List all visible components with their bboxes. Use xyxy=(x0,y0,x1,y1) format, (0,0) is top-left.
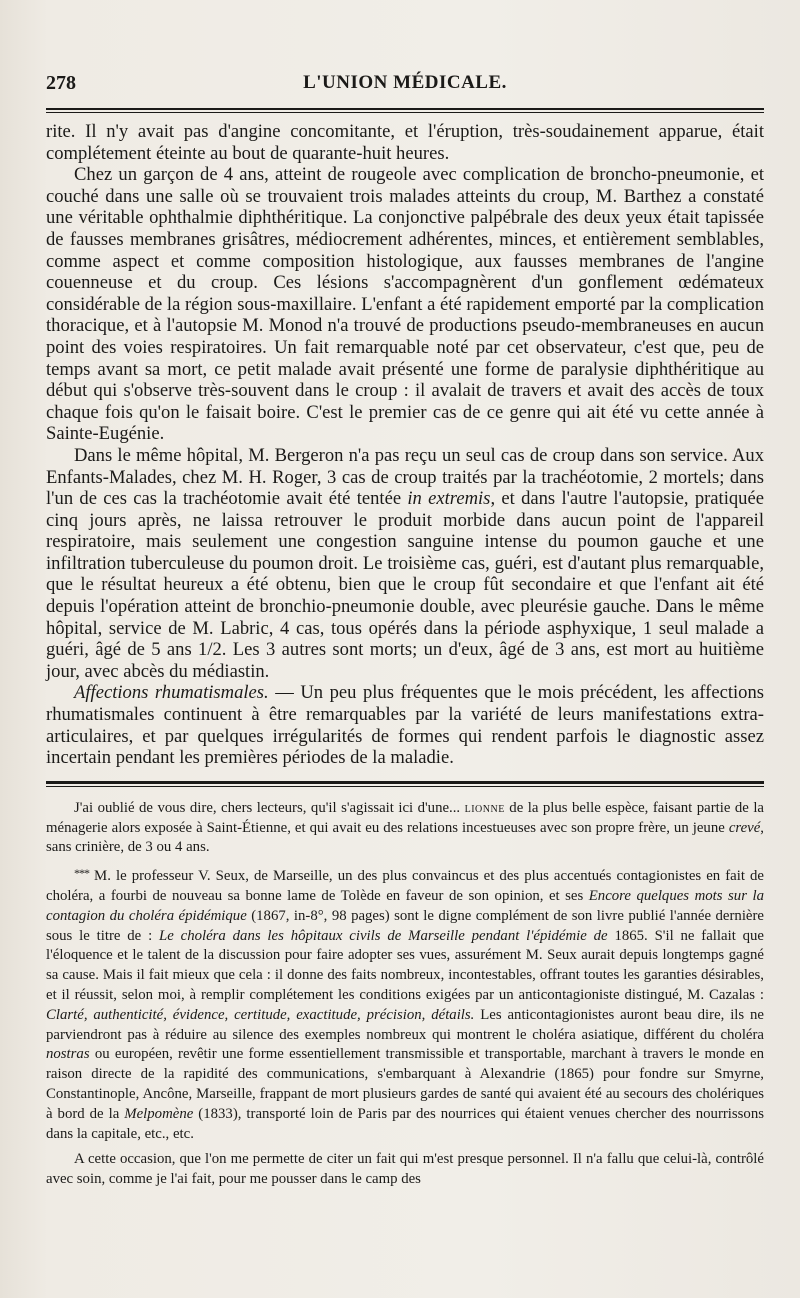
paragraph-text: ou européen, revêtir une forme essentiellement transmissible et transportable, marchant à travers le monde en raison directe de la rapidité des communications, s'embarquant à Alexandrie (1865) pour fondre sur Smyrne, Constantinople, Ancône, Marseille, frappant de mort plusieurs gardes de santé qui avaient été au secours des cholériques à bord de la xyxy=(46,1046,764,1122)
smallcaps-word: lionne xyxy=(464,799,505,816)
paragraph-text: Les anticontagionistes auront beau dire, ils ne parviendront pas à réduire au silence des exemples nombreux qui montrent le choléra asiatique, différent du choléra xyxy=(46,1006,764,1043)
asterism-mark: *** xyxy=(74,866,89,881)
paragraph xyxy=(46,799,764,858)
main-text xyxy=(46,121,764,769)
section-heading-inline: Affections rhumatismales. xyxy=(74,682,269,704)
book-title: Le choléra dans les hôpitaux civils de Marseille pendant l'épidémie de xyxy=(159,927,608,944)
paragraph-text: Dans le même hôpital, M. Bergeron n'a pas reçu un seul cas de croup dans son service. Aux Enfants-Malades, chez M. H. Roger, 3 cas de croup traités par la trachéotomie, 2 mortels; dans l'un de ces cas la trachéotomie avait été tentée xyxy=(46,444,764,510)
paragraph xyxy=(46,682,764,768)
paragraph xyxy=(46,1150,764,1190)
feuilleton-text xyxy=(46,799,764,1190)
paragraph xyxy=(46,445,764,683)
italic-word: crevé xyxy=(728,819,761,836)
paragraph-text: J'ai oublié de vous dire, chers lecteurs, qu'il s'agissait ici d'une... xyxy=(74,799,465,816)
paragraph-text: M. le professeur V. Seux, de Marseille, un des plus convaincus et des plus accentués contagionistes en fait de choléra, a fourbi de nouveau sa bonne lame de Tolède en faveur de son opinion, et ses xyxy=(46,868,764,904)
paragraph xyxy=(46,164,764,445)
paragraph-text: — Un peu plus fréquentes que le mois précédent, les affections rhumatismales continuent à être remarquables par la variété de leurs manifestations extra-articulaires, et par quelques irrégularités de formes qui rendent parfois le diagnostic assez incertain pendant les premières périodes de la maladie. xyxy=(46,682,764,769)
paragraph-text: rite. Il n'y avait pas d'angine concomitante, et l'éruption, très-soudainement apparue, était complétement éteinte au bout de quarante-huit heures. xyxy=(46,121,764,164)
paragraph-text: de la plus belle espèce, faisant partie de la ménagerie alors exposée à Saint-Étienne, et qui avait eu des relations incestueuses avec son propre frère, un jeune xyxy=(46,799,765,836)
paragraph-text: (1833), transporté loin de Paris par des nourrices qui étaient venues chercher des nourrissons dans la capitale, etc., etc. xyxy=(46,1105,764,1142)
paragraph-text: 1865. S'il ne fallait que l'éloquence et le talent de la discussion pour faire adopter ses vues, assurément M. Seux aurait depuis longtemps gagné sa cause. Mais il fait mieux que cela : il donne des faits nombreux, incontestables, offrant toutes les garanties désirables, et il réussit, selon moi, à remplir complétement les conditions exigées par un anticontagioniste distingué, M. Cazalas : xyxy=(46,927,764,1003)
header-rule xyxy=(46,108,764,113)
italic-phrase: Clarté, authenticité, évidence, certitude, exactitude, précision, détails. xyxy=(46,1006,475,1023)
page-number: 278 xyxy=(46,72,76,94)
paragraph-text: (1867, in-8°, 98 pages) sont le digne complément de son livre publié l'année dernière sous le titre de : xyxy=(46,907,764,944)
italic-word: nostras xyxy=(46,1046,90,1063)
running-head xyxy=(46,72,764,102)
feuilleton-rule xyxy=(46,781,764,787)
ship-name: Melpomène xyxy=(124,1105,194,1122)
paragraph-text: Chez un garçon de 4 ans, atteint de rougeole avec complication de broncho-pneumonie, et couché dans une salle où se trouvaient trois malades atteints du croup, M. Barthez a constaté une véritable ophthalmie diphthéritique. La conjonctive palpébrale des deux yeux était tapissée de fausses membranes grisâtres, médiocrement adhérentes, minces, et entièrement semblables, comme aspect et comme composition histologique, aux fausses membranes de l'angine couenneuse et du croup. Ces lésions s'accompagnèrent d'un gonflement œdémateux considérable de la région sous-maxillaire. L'enfant a été rapidement emporté par la complication thoracique, et à l'autopsie M. Monod n'a trouvé de productions pseudo-membraneuses en aucun point des voies respiratoires. Un fait remarquable noté par cet observateur, c'est que, peu de temps avant sa mort, ce petit malade avait présenté une forme de paralysie diphthéritique au début qui s'observe très-souvent dans le croup : il avalait de travers et avait des accès de toux chaque fois qu'on le faisait boire. C'est le premier cas de ce genre qui ait été vu cette année à Sainte-Eugénie. xyxy=(46,164,764,445)
paragraph-text: A cette occasion, que l'on me permette de citer un fait qui m'est presque personnel. Il n'a fallu que celui-là, contrôlé avec soin, comme je l'ai fait, pour me pousser dans le camp des xyxy=(46,1151,764,1188)
book-title: Encore quelques mots sur la contagion du choléra épidémique xyxy=(46,888,764,924)
paragraph xyxy=(46,864,764,1144)
paragraph-text: , sans crinière, de 3 ou 4 ans. xyxy=(46,819,764,856)
journal-title: L'UNION MÉDICALE. xyxy=(303,72,507,93)
italic-phrase: in extremis xyxy=(407,488,491,510)
paragraph-text: , et dans l'autre l'autopsie, pratiquée cinq jours après, ne laissa retrouver le produit morbide dans aucun point de l'appareil respiratoire, mais seulement une congestion sanguine intense du poumon gauche et une infiltration tuberculeuse du poumon droit. Le troisième cas, guéri, est d'autant plus remarquable, que le résultat heureux a été obtenu, bien que le croup fût secondaire et que l'enfant ait été depuis l'opération atteint de bronchio-pneumonie double, avec pleurésie gauche. Dans le même hôpital, service de M. Labric, 4 cas, tous opérés dans la période asphyxique, 1 seul malade a guéri, âgé de 5 ans 1/2. Les 3 autres sont morts; un d'eux, âgé de 3 ans, est mort au huitième jour, avec abcès du médiastin. xyxy=(46,488,764,682)
paragraph xyxy=(46,121,764,164)
